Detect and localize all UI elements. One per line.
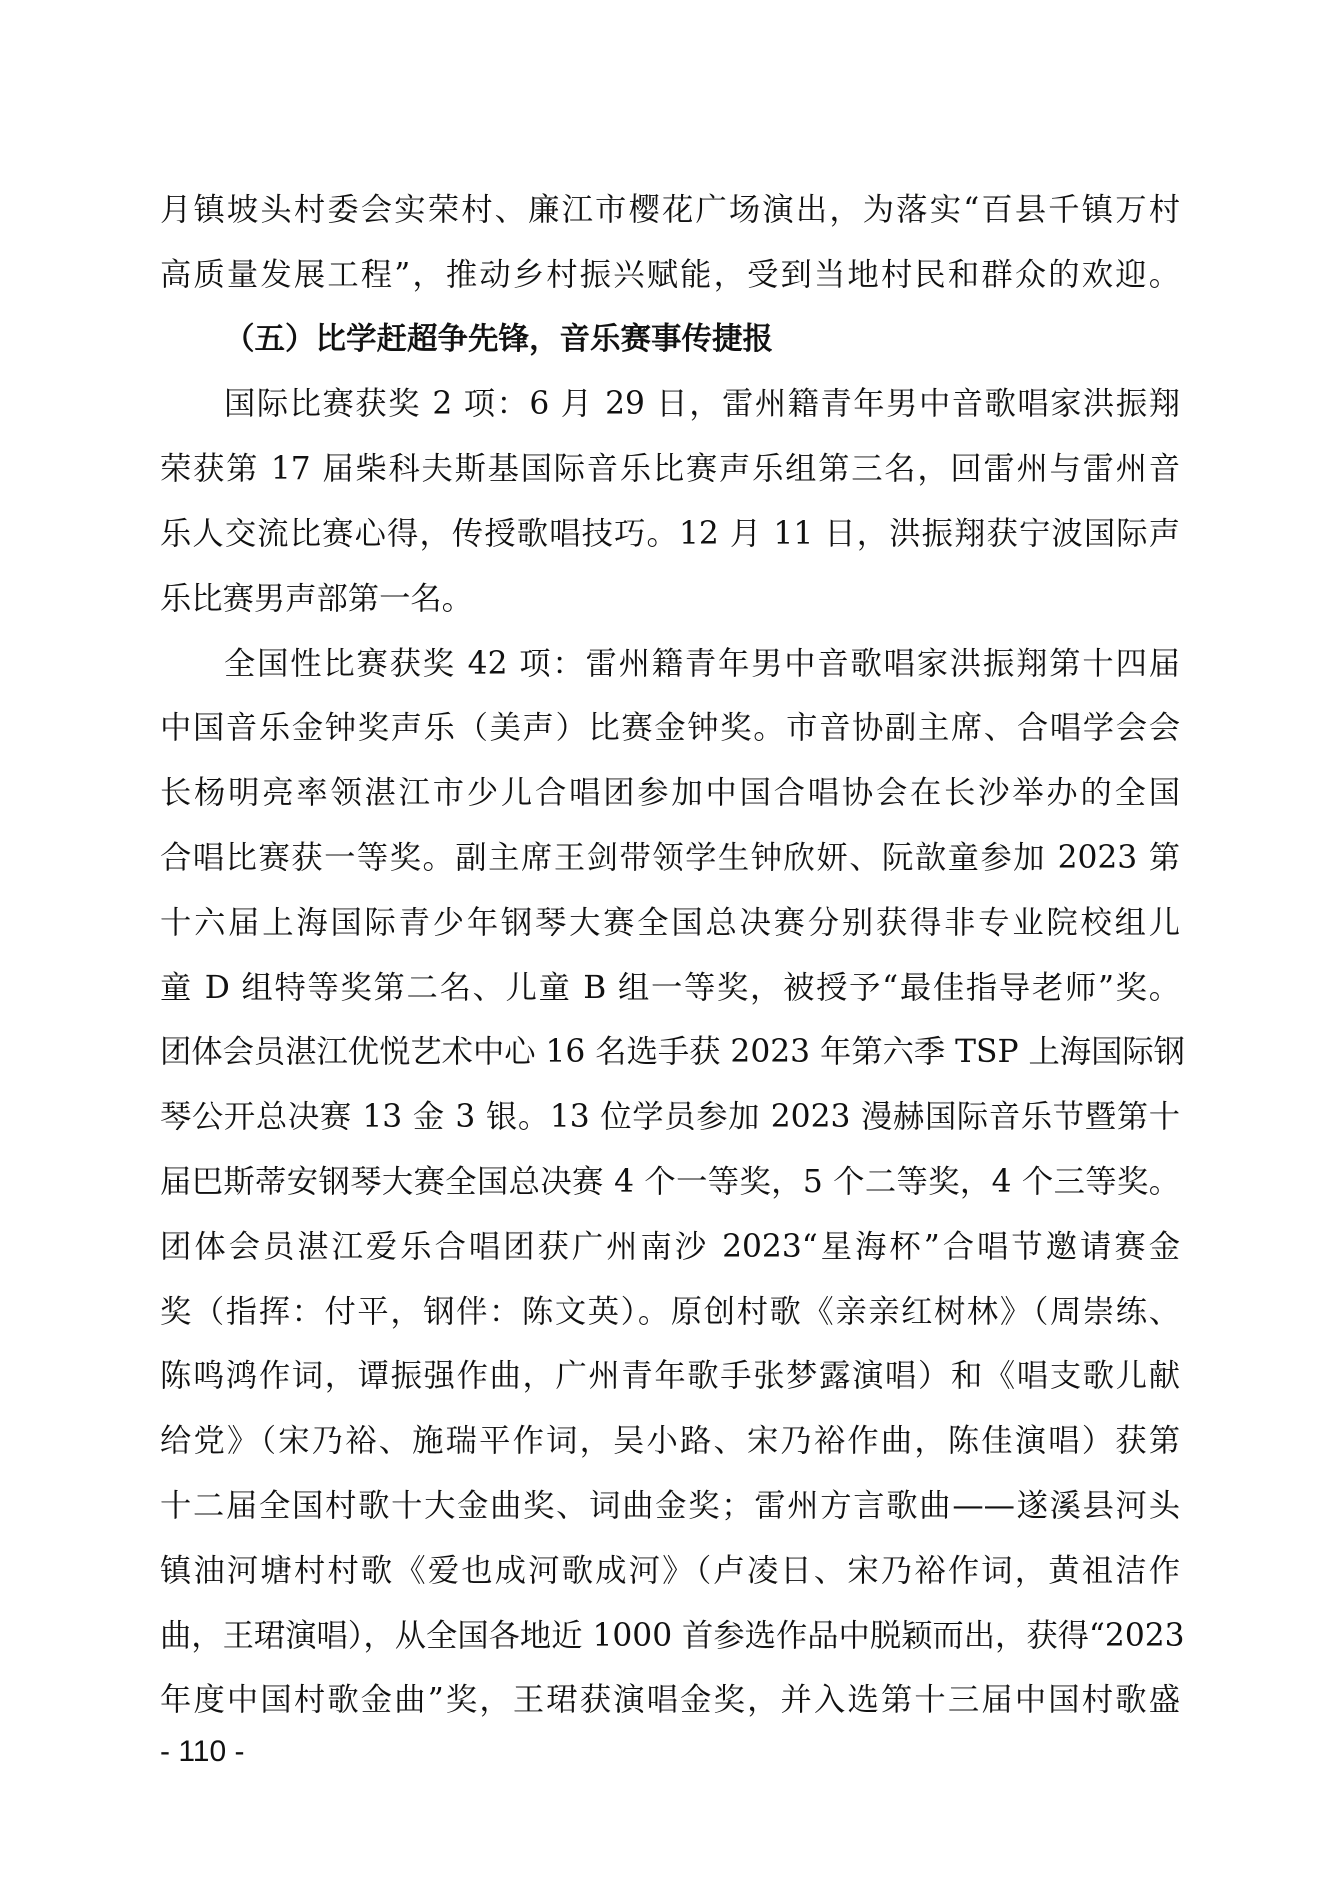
text-line: 年度中国村歌金曲”奖，王珺获演唱金奖，并入选第十三届中国村歌盛 xyxy=(160,1682,1180,1719)
text-line: 乐比赛男声部第一名。 xyxy=(160,580,473,617)
text-line: 乐人交流比赛心得，传授歌唱技巧。12 月 11 日，洪振翔获宁波国际声 xyxy=(160,515,1180,552)
page-number: - 110 - xyxy=(160,1735,245,1768)
text-line: 合唱比赛获一等奖。副主席王剑带领学生钟欣妍、阮歆童参加 2023 第 xyxy=(160,839,1180,876)
text-line: 镇油河塘村村歌《爱也成河歌成河》（卢凌日、宋乃裕作词，黄祖洁作 xyxy=(160,1552,1180,1589)
text-line: 荣获第 17 届柴科夫斯基国际音乐比赛声乐组第三名，回雷州与雷州音 xyxy=(160,451,1180,488)
paragraph-international-awards xyxy=(160,372,1180,631)
paragraph-national-awards xyxy=(160,632,1185,1734)
text-line: 奖（指挥：付平，钢伴：陈文英）。原创村歌《亲亲红树林》（周崇练、 xyxy=(160,1293,1180,1330)
text-line: 陈鸣鸿作词，谭振强作曲，广州青年歌手张梦露演唱）和《唱支歌儿献 xyxy=(160,1358,1180,1395)
text-line: 给党》（宋乃裕、施瑞平作词，吴小路、宋乃裕作曲，陈佳演唱）获第 xyxy=(160,1423,1180,1460)
document-body xyxy=(160,178,1185,1733)
text-line: 全国性比赛获奖 42 项：雷州籍青年男中音歌唱家洪振翔第十四届 xyxy=(224,645,1180,682)
text-line: 届巴斯蒂安钢琴大赛全国总决赛 4 个一等奖，5 个二等奖，4 个三等奖。 xyxy=(160,1163,1180,1200)
text-line: 琴公开总决赛 13 金 3 银。13 位学员参加 2023 漫赫国际音乐节暨第十 xyxy=(160,1099,1180,1136)
text-line: 团体会员湛江优悦艺术中心 16 名选手获 2023 年第六季 TSP 上海国际钢 xyxy=(160,1034,1185,1071)
text-line: 童 D 组特等奖第二名、儿童 B 组一等奖，被授予“最佳指导老师”奖。 xyxy=(160,969,1180,1006)
text-line: 国际比赛获奖 2 项：6 月 29 日，雷州籍青年男中音歌唱家洪振翔 xyxy=(224,386,1180,423)
text-line: 十二届全国村歌十大金曲奖、词曲金奖；雷州方言歌曲——遂溪县河头 xyxy=(160,1487,1180,1524)
text-line: 长杨明亮率领湛江市少儿合唱团参加中国合唱协会在长沙举办的全国 xyxy=(160,775,1180,812)
text-line: 团体会员湛江爱乐合唱团获广州南沙 2023“星海杯”合唱节邀请赛金 xyxy=(160,1228,1180,1265)
text-line: 高质量发展工程”，推动乡村振兴赋能，受到当地村民和群众的欢迎。 xyxy=(160,256,1180,293)
text-line: 曲，王珺演唱），从全国各地近 1000 首参选作品中脱颖而出，获得“2023 xyxy=(160,1617,1185,1654)
section-heading: （五）比学赶超争先锋，音乐赛事传捷报 xyxy=(224,321,773,357)
text-line: 月镇坡头村委会实荣村、廉江市樱花广场演出，为落实“百县千镇万村 xyxy=(160,192,1180,228)
text-line: 中国音乐金钟奖声乐（美声）比赛金钟奖。市音协副主席、合唱学会会 xyxy=(160,710,1180,747)
text-line: 十六届上海国际青少年钢琴大赛全国总决赛分别获得非专业院校组儿 xyxy=(160,904,1180,941)
